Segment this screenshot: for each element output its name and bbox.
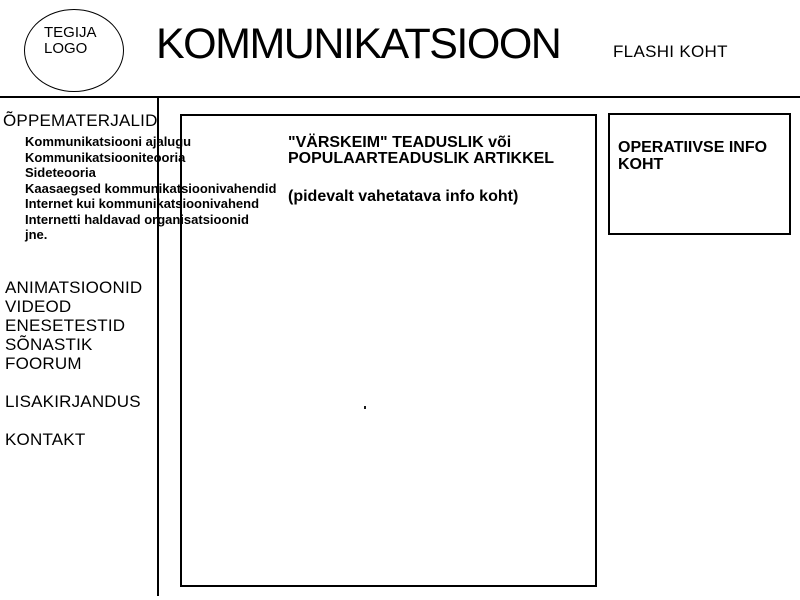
sidebar-subitem-kaasaegsed-vahendid[interactable]: Kaasaegsed kommunikatsioonivahendid <box>25 180 277 196</box>
logo-line-2: LOGO <box>44 40 88 57</box>
sidebar-subitem-internetti-haldavad[interactable]: Internetti haldavad organisatsioonid <box>25 211 249 227</box>
sidebar-subitem-jne[interactable]: jne. <box>25 227 48 242</box>
sidebar-subitem-sideteooria[interactable]: Sideteooria <box>25 165 96 180</box>
operative-info-label: OPERATIIVSE INFO KOHT <box>618 139 768 173</box>
sidebar-sublist <box>25 134 276 243</box>
sidebar-subitem-kommunikatsiooni-ajalugu[interactable]: Kommunikatsiooni ajalugu <box>25 134 192 149</box>
article-heading-line-2: POPULAARTEADUSLIK ARTIKKEL <box>288 149 555 167</box>
article-placeholder-heading <box>288 135 554 166</box>
article-placeholder-note: (pidevalt vahetatava info koht) <box>288 188 519 205</box>
sidebar-item-kontakt[interactable]: KONTAKT <box>5 430 86 449</box>
creator-logo-text <box>44 25 97 57</box>
page-title: KOMMUNIKATSIOON <box>156 20 561 68</box>
article-heading-line-1: "VÄRSKEIM" TEADUSLIK või <box>288 134 512 151</box>
sidebar-item-animatsioonid[interactable]: ANIMATSIOONID <box>5 278 143 297</box>
sidebar-menu <box>5 278 142 449</box>
sidebar-subitem-kommunikatsiooniteooria[interactable]: Kommunikatsiooniteooria <box>25 149 186 165</box>
sidebar-item-oppematerjalid[interactable]: ÕPPEMATERJALID <box>3 111 158 130</box>
operative-info-box <box>608 113 791 235</box>
sidebar-item-sonastik[interactable]: SÕNASTIK <box>5 335 93 354</box>
stray-dot <box>364 406 366 409</box>
header-divider-line <box>0 96 800 98</box>
sidebar-item-lisakirjandus[interactable]: LISAKIRJANDUS <box>5 392 141 411</box>
sidebar-item-foorum[interactable]: FOORUM <box>5 354 82 373</box>
flash-placeholder-label: FLASHI KOHT <box>613 42 728 61</box>
logo-line-1: TEGIJA <box>44 24 97 41</box>
sidebar-subitem-internet-kui-vahend[interactable]: Internet kui kommunikatsioonivahend <box>25 196 260 211</box>
sidebar-item-enesetestid[interactable]: ENESETESTID <box>5 316 126 335</box>
sidebar-item-videod[interactable]: VIDEOD <box>5 297 72 316</box>
